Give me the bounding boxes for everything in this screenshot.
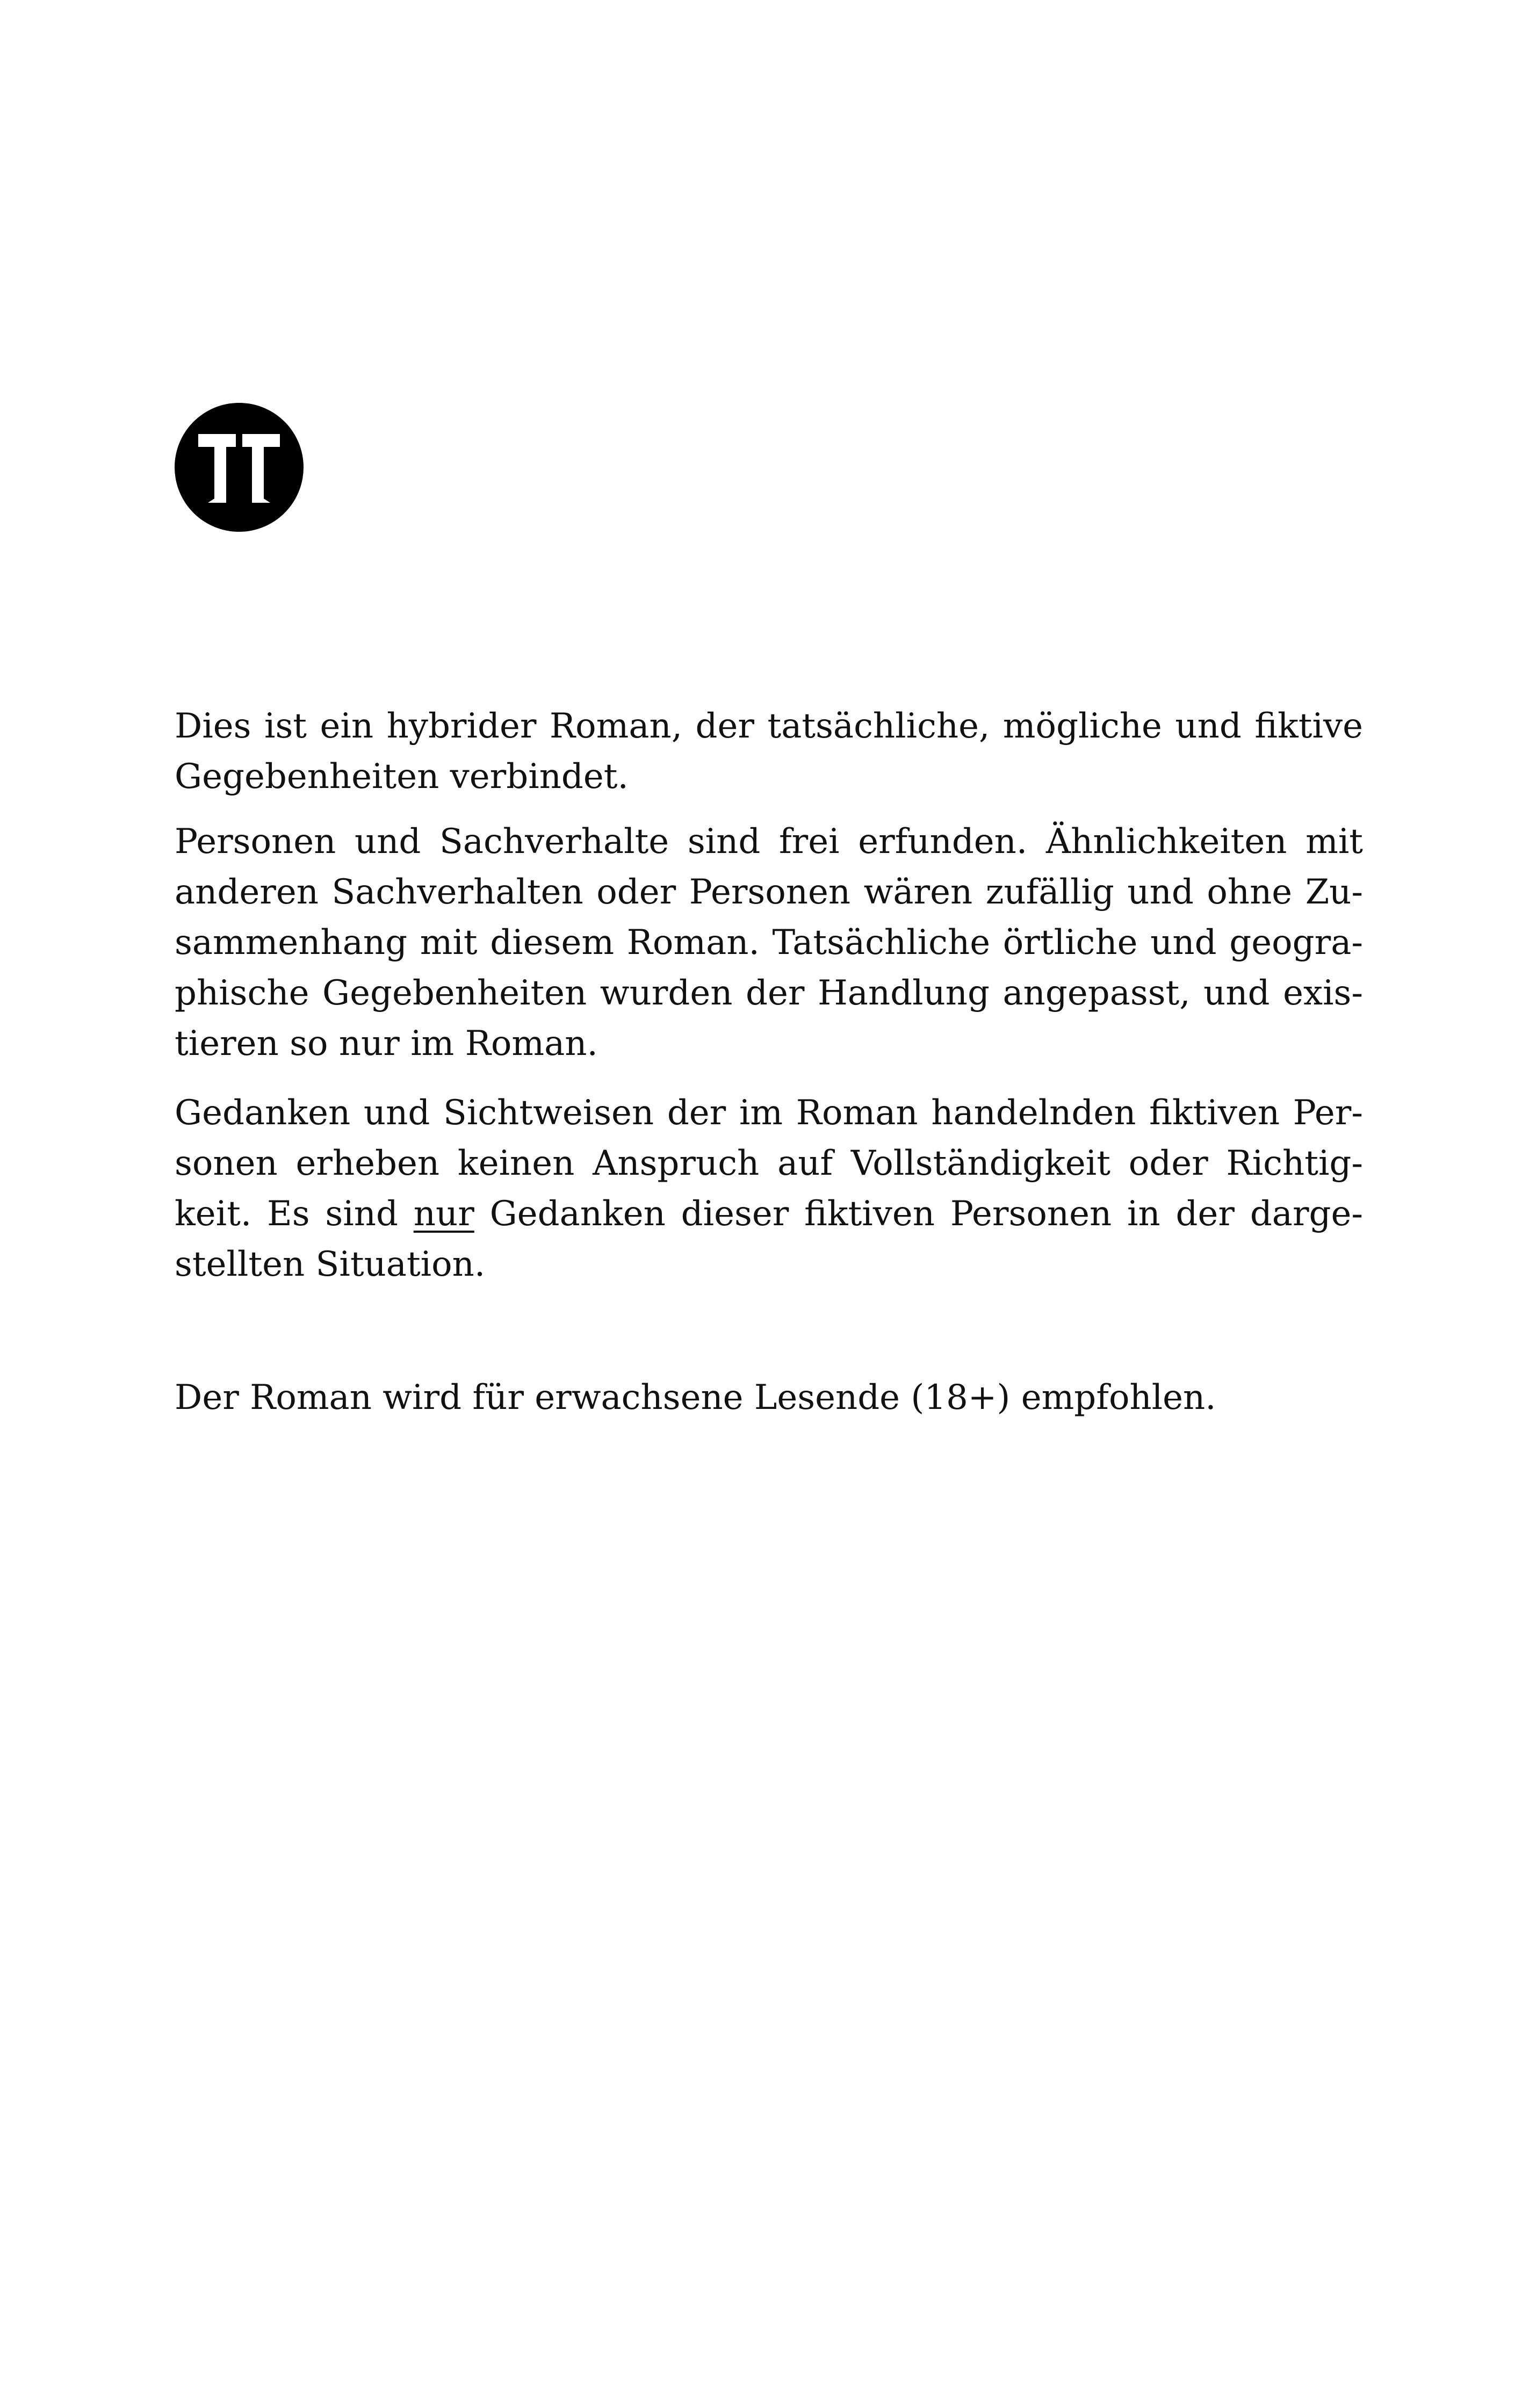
- text-line: [175, 1189, 1363, 1239]
- text-line: Personen und Sachverhalte sind frei erfunden. Ähnlichkeiten mit: [175, 822, 1363, 862]
- text-segment: keit. Es sind: [175, 1194, 414, 1234]
- paragraph-age-recommendation: [175, 1372, 1363, 1423]
- publisher-logo-icon: [175, 403, 304, 532]
- text-line: sonen erheben keinen Anspruch auf Vollständigkeit oder Richtig-: [175, 1144, 1363, 1183]
- paragraph-fiction-disclaimer: [175, 816, 1363, 1069]
- text-line: Dies ist ein hybrider Roman, der tatsächliche, mögliche und fiktive: [175, 706, 1363, 746]
- text-line: stellten Situation.: [175, 1245, 486, 1284]
- text-line: sammenhang mit diesem Roman. Tatsächliche örtliche und geogra-: [175, 923, 1363, 963]
- text-segment: Gedanken dieser fiktiven Personen in der darge-: [474, 1194, 1364, 1234]
- text-line: Der Roman wird für erwachsene Lesende (18+) empfohlen.: [175, 1378, 1216, 1418]
- paragraph-hybrid-novel: [175, 701, 1363, 802]
- text-line: phische Gegebenheiten wurden der Handlung angepasst, und exis-: [175, 973, 1363, 1013]
- text-line: Gegebenheiten verbindet.: [175, 757, 629, 797]
- text-line: Gedanken und Sichtweisen der im Roman handelnden fiktiven Per-: [175, 1093, 1363, 1133]
- underlined-word: nur: [413, 1194, 474, 1234]
- text-line: tieren so nur im Roman.: [175, 1024, 598, 1064]
- paragraph-thoughts-disclaimer: [175, 1088, 1363, 1290]
- text-line: anderen Sachverhalten oder Personen wären zufällig und ohne Zu-: [175, 872, 1363, 912]
